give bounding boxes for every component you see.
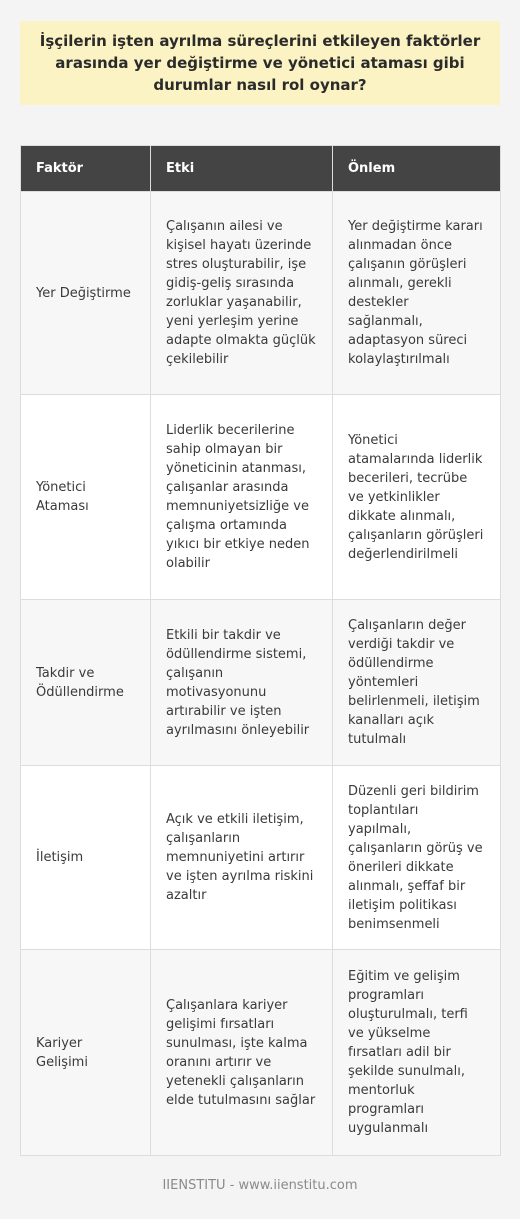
- table-row: [21, 766, 501, 950]
- measure-cell: Yönetici atamalarında liderlik becerileri, tecrübe ve yetkinlikler dikkate alınmalı, çalışanların görüşleri değerlendirilmeli: [333, 395, 501, 600]
- table-row: [21, 600, 501, 766]
- factor-cell: İletişim: [21, 766, 151, 950]
- measure-cell: Düzenli geri bildirim toplantıları yapılmalı, çalışanların görüş ve önerileri dikkate alınmalı, şeffaf bir iletişim politikası benimsenmeli: [333, 766, 501, 950]
- measure-cell: Yer değiştirme kararı alınmadan önce çalışanın görüşleri alınmalı, gerekli destekler sağlanmalı, adaptasyon süreci kolaylaştırılmalı: [333, 192, 501, 395]
- footer-credit: IIENSTITU - www.iienstitu.com: [162, 1178, 358, 1193]
- factors-table: [20, 145, 501, 1156]
- factor-cell: Kariyer Gelişimi: [21, 950, 151, 1156]
- header-effect: Etki: [151, 146, 333, 192]
- table-row: [21, 192, 501, 395]
- effect-cell: Çalışanlara kariyer gelişimi fırsatları sunulması, işte kalma oranını artırır ve yetenekli çalışanların elde tutulmasını sağlar: [151, 950, 333, 1156]
- title-banner: [20, 21, 500, 105]
- table-row: [21, 950, 501, 1156]
- factor-cell: Takdir ve Ödüllendirme: [21, 600, 151, 766]
- factor-cell: Yer Değiştirme: [21, 192, 151, 395]
- effect-cell: Çalışanın ailesi ve kişisel hayatı üzerinde stres oluşturabilir, işe gidiş-geliş sırasında zorluklar yaşanabilir, yeni yerleşim yerine adapte olmakta güçlük çekilebilir: [151, 192, 333, 395]
- table-header-row: [21, 146, 501, 192]
- effect-cell: Etkili bir takdir ve ödüllendirme sistemi, çalışanın motivasyonunu artırabilir ve işten ayrılmasını önleyebilir: [151, 600, 333, 766]
- page-title: İşçilerin işten ayrılma süreçlerini etkileyen faktörler arasında yer değiştirme ve yönetici ataması gibi durumlar nasıl rol oynar?: [39, 32, 481, 94]
- header-factor: Faktör: [21, 146, 151, 192]
- header-measure: Önlem: [333, 146, 501, 192]
- factor-cell: Yönetici Ataması: [21, 395, 151, 600]
- effect-cell: Liderlik becerilerine sahip olmayan bir yöneticinin atanması, çalışanlar arasında memnuniyetsizliğe ve çalışma ortamında yıkıcı bir etkiye neden olabilir: [151, 395, 333, 600]
- measure-cell: Çalışanların değer verdiği takdir ve ödüllendirme yöntemleri belirlenmeli, iletişim kanalları açık tutulmalı: [333, 600, 501, 766]
- table-row: [21, 395, 501, 600]
- effect-cell: Açık ve etkili iletişim, çalışanların memnuniyetini artırır ve işten ayrılma riskini azaltır: [151, 766, 333, 950]
- measure-cell: Eğitim ve gelişim programları oluşturulmalı, terfi ve yükselme fırsatları adil bir şekilde sunulmalı, mentorluk programları uygulanmalı: [333, 950, 501, 1156]
